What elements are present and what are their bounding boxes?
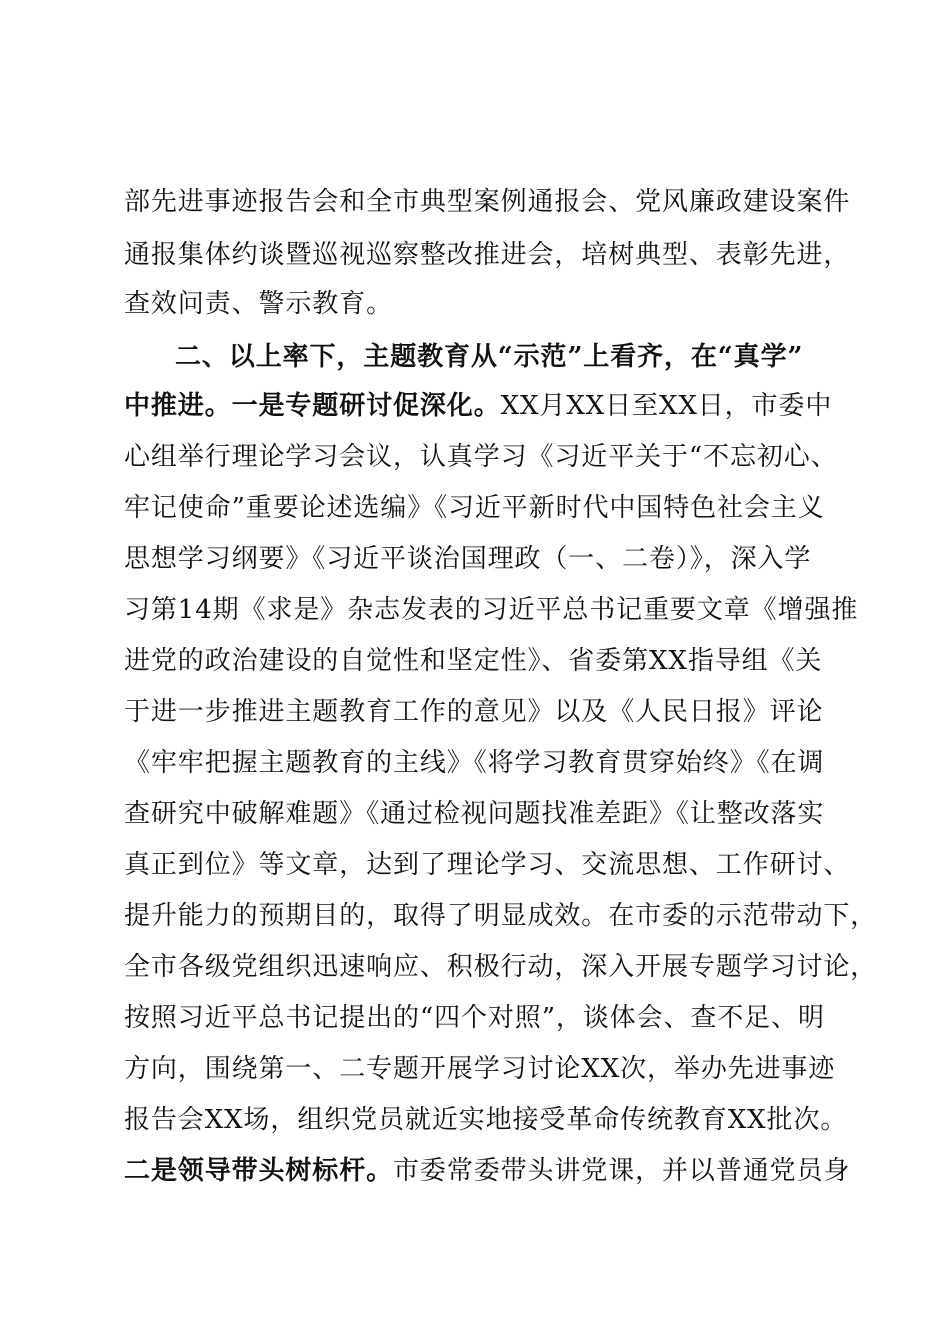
text-line [124,1094,848,1146]
text-run: 心组举行理论学习会议，认真学习《习近平关于“不忘初心、 [124,442,838,472]
text-line [124,1043,834,1095]
text-line [124,788,834,840]
text-run: 按照习近平总书记提出的“四个对照”，谈体会、查不足、明 [124,1003,825,1033]
text-line [124,584,859,636]
text-run: 方向，围绕第一、二专题开展学习讨论XX次，举办先进事迹 [124,1054,836,1084]
section-heading [175,331,835,383]
text-run: 查研究中破解难题》《通过检视问题找准差距》《让整改落实 [124,799,825,829]
text-run: 《牢牢把握主题教育的主线》《将学习教育贯穿始终》《在调 [124,748,825,778]
text-run: 提升能力的预期目的，取得了明显成效。在市委的示范带动下， [124,901,878,931]
text-line [124,1145,851,1197]
text-run: 报告会XX场，组织党员就近实地接受革命传统教育XX批次。 [124,1105,848,1135]
text-line [124,890,878,942]
text-run: 思想学习纲要》《习近平谈治国理政（一、二卷）》，深入学 [124,544,812,574]
text-run: XX月XX日至XX日，市委中 [500,391,833,421]
text-run: 进党的政治建设的自觉性和坚定性》、省委第XX指导组《关 [124,646,823,676]
text-run: 市委常委带头讲党课，并以普通党员身 [393,1156,851,1186]
text-line [124,941,878,993]
text-line [124,839,851,891]
text-line [124,176,851,228]
subheading-run: 中推进。一是专题研讨促深化。 [124,391,501,421]
subheading-run: 二是领导带头树标杆。 [124,1156,394,1186]
text-run: 牢记使命”重要论述选编》《习近平新时代中国特色社会主义 [124,493,825,523]
text-run: 习第14期《求是》杂志发表的习近平总书记重要文章《增强推 [124,595,859,625]
text-run: 部先进事迹报告会和全市典型案例通报会、党风廉政建设案件 [124,187,851,217]
text-line [124,380,834,432]
text-line [124,482,834,534]
text-line [124,635,834,687]
text-run: 真正到位》等文章，达到了理论学习、交流思想、工作研讨、 [124,850,851,880]
text-run: 查效问责、警示教育。 [124,289,394,319]
text-line [124,533,834,585]
text-run: 于进一步推进主题教育工作的意见》以及《人民日报》评论 [124,697,824,727]
heading-text: 二、以上率下，主题教育从“示范”上看齐，在“真学” [175,342,804,372]
text-line [124,278,834,330]
text-line [124,229,851,281]
text-line [124,431,838,483]
text-line [124,737,834,789]
text-run: 通报集体约谈暨巡视巡察整改推进会，培树典型、表彰先进， [124,240,851,270]
text-line [124,686,834,738]
text-line [124,992,834,1044]
text-run: 全市各级党组织迅速响应、积极行动，深入开展专题学习讨论， [124,952,878,982]
